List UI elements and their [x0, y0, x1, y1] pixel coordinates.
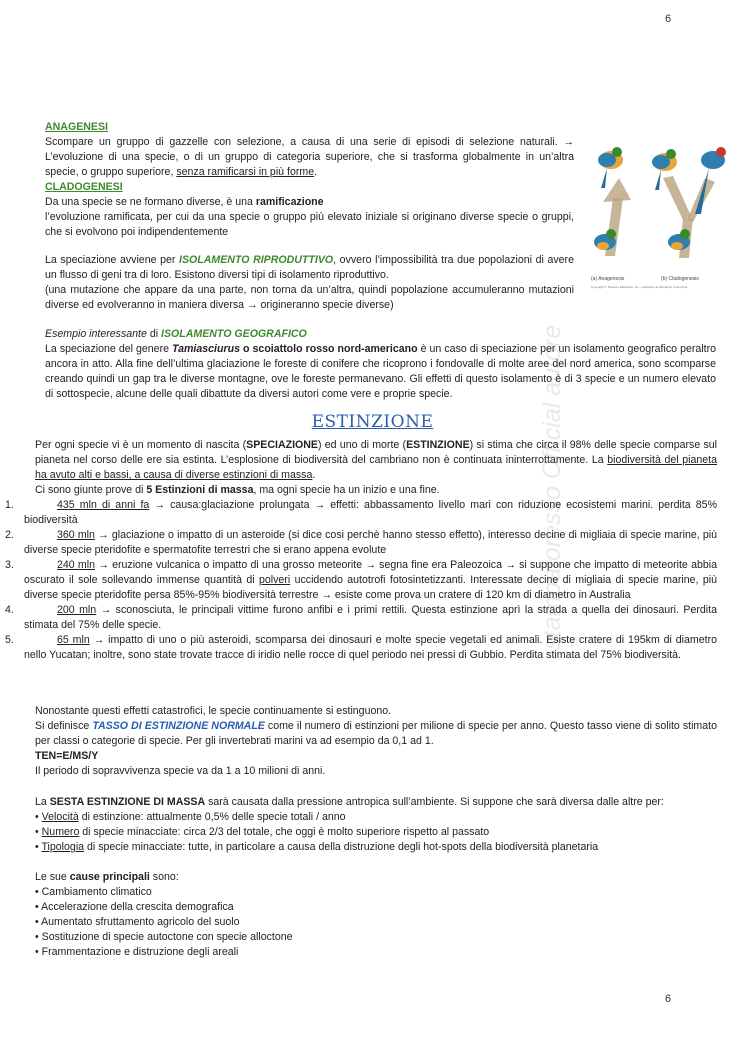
- sesta-item: • Tipologia di specie minacciate: tutte, in particolare a causa della distruzione degli hot-spots della biodiversità planetaria: [35, 841, 599, 853]
- figure-copyright: Copyright © Pearson Education, Inc., publishing as Benjamin Cummings: [591, 285, 688, 289]
- cause-intro: Le sue cause principali sono:: [35, 871, 179, 883]
- figure-label-b: (b) Cladogenesis: [661, 276, 699, 282]
- bird-bottom-a: [594, 229, 616, 250]
- anagenesi-underlined: senza ramificarsi in più forme: [176, 166, 315, 178]
- evolution-figure: [583, 138, 735, 296]
- sesta-block: [35, 795, 717, 855]
- extinction-item: 1. 435 mln di anni fa → causa:glaciazione prolungata → effetti: abbassamento livello mari con riduzione ecosistemi marini. perdita 85% biodiversità: [5, 499, 717, 526]
- cladogenesi-line1: Da una specie se ne formano diverse, è una ramificazione: [45, 196, 324, 208]
- page-number-bottom: 6: [665, 993, 672, 1005]
- bird-illustration: [583, 138, 735, 296]
- ten-definition: Si definisce TASSO DI ESTINZIONE NORMALE come il numero di estinzioni per milione di specie per anno. Questo tasso viene di solito stimato per classi o categorie di specie. Per gli invertebrati marini va ad esempio da 0,1 ad 1.: [35, 720, 717, 747]
- estinzione-heading: ESTINZIONE: [311, 412, 434, 432]
- upper-block: [45, 120, 574, 313]
- sesta-intro: La SESTA ESTINZIONE DI MASSA sarà causata dalla pressione antropica sull’ambiente. Si suppone che sarà diversa dalle altre per:: [35, 796, 664, 808]
- cause-item: • Aumentato sfruttamento agricolo del suolo: [35, 916, 240, 928]
- cause-item: • Sostituzione di specie autoctone con specie alloctone: [35, 931, 293, 943]
- watermark: stampatoresso Official autore: [538, 324, 566, 650]
- speciazione-parenthetical: (una mutazione che appare da una parte, non torna da un’altra, quindi popolazione accumuleranno mutazioni diverse ed evolveranno in maniera diversa → origineranno specie diverse): [45, 284, 574, 311]
- sesta-list: [35, 810, 717, 855]
- cladogenesi-line2: l’evoluzione ramificata, per cui da una specie o gruppo più elevato iniziale si originano diverse specie o gruppi, che si evolvono poi indipendentemente: [45, 211, 574, 238]
- page-number-top: 6: [665, 13, 672, 25]
- ten-formula: TEN=E/MS/Y: [35, 750, 99, 762]
- anagenesi-title: ANAGENESI: [45, 121, 108, 133]
- esempio-paragraph: La speciazione del genere Tamiasciurus o scoiattolo rosso nord-americano è un caso di speciazione per un isolamento geografico peraltro ancora in atto. Alla fine dell’ultima glaciazione le foreste di conifere che ricoprono i fondovalle di molte aree del nord america, sono scomparse creando quindi un gap tra le diverse montagne, ove le foreste permanevano. Gli effetti di questo isolamento è di 3 specie e un numero elevato di sottospecie, alcune delle quali dibattute da diversi autori come vere e proprie specie.: [45, 343, 716, 400]
- bird-bottom-b: [668, 229, 690, 250]
- anagenesi-text: Scompare un gruppo di gazzelle con selezione, a causa di una serie di episodi di selezione naturali. → L’evoluzione di una specie, o di un gruppo di categoria superiore, che si trasforma globalmente in un’altra specie, o gruppo superiore, senza ramificarsi in più forme.: [45, 136, 574, 178]
- esempio-block: [45, 327, 716, 402]
- estinzione-block: [5, 438, 717, 663]
- cause-item: • Frammentazione e distruzione degli areali: [35, 946, 239, 958]
- sesta-item: • Numero di specie minacciate: circa 2/3 del totale, che oggi è molto superiore rispetto al passato: [35, 826, 490, 838]
- extinction-item: 2. 360 mln → glaciazione o impatto di un asteroide (si dice cosi perchè hanno stesso effetto), interesso decine di migliaia di specie marine, più diverse specie pteridofite e spermatofite terrestri che si erano appena evolute: [5, 529, 717, 556]
- cause-block: [35, 870, 717, 960]
- extinction-item: 4. 200 mln → sconosciuta, le principali vittime furono anfibi e i primi rettili. Questa estinzione aprì la strada a quella dei dinosauri. Perdita stimata del 75% delle specie.: [5, 604, 717, 631]
- cause-item: • Cambiamento climatico: [35, 886, 152, 898]
- nonostante-line: Nonostante questi effetti catastrofici, le specie continuamente si estinguono.: [35, 705, 392, 717]
- sesta-item: • Velocità di estinzione: attualmente 0,5% delle specie totali / anno: [35, 811, 346, 823]
- estinzione-prove: Ci sono giunte prove di 5 Estinzioni di massa, ma ogni specie ha un inizio e una fine.: [35, 484, 440, 496]
- cladogenesi-title: CLADOGENESI: [45, 181, 123, 193]
- extinction-item: 5. 65 mln → impatto di uno o più asteroidi, scomparsa dei dinosauri e molte specie vegetali ed animali. Esiste cratere di 195km di diametro nello Yucatan; inoltre, sono state trovate tracce di iridio nelle rocce di quel periodo nei pressi di Gubbio. Perdita stimata del 75% biodiversità.: [5, 634, 717, 661]
- sopravvivenza-line: Il periodo di sopravvivenza specie va da 1 a 10 milioni di anni.: [35, 765, 326, 777]
- mass-extinction-list: [5, 498, 717, 663]
- figure-label-a: (a) Anagenesis: [591, 276, 625, 282]
- estinzione-intro: Per ogni specie vi è un momento di nascita (SPECIAZIONE) ed uno di morte (ESTINZIONE) si stima che circa il 98% delle specie comparse sul pianeta nel corso delle ere sia estinta. L’esplosione di biodiversità del cambriano non è continuata ininterrottamente. La biodiversità del pianeta ha avuto alti e bassi, a causa di diverse estinzioni di massa.: [35, 439, 717, 481]
- esempio-intro: Esempio interessante di ISOLAMENTO GEOGRAFICO: [45, 328, 307, 340]
- cause-list: [35, 885, 717, 960]
- speciazione-paragraph: La speciazione avviene per ISOLAMENTO RIPRODUTTIVO, ovvero l’impossibilità tra due popolazioni di avere un flusso di geni tra di loro. Esistono diversi tipi di isolamento riproduttivo.: [45, 254, 574, 281]
- cause-item: • Accelerazione della crescita demografica: [35, 901, 234, 913]
- extinction-item: 3. 240 mln → eruzione vulcanica o impatto di una grosso meteorite → segna fine era Paleozoica → si suppone che impatto di meteorite abbia oscurato il sole sollevando immense quantità di polveri uccidendo autotrofi fotosintetizzanti. Interessate decine di migliaia di specie marine, più diverse specie pteridofite persa 85%-95% biodiversità terrestre → esiste come prova un cratere di 120 km di diametro in Australia: [5, 559, 717, 601]
- tasso-block: [35, 704, 717, 779]
